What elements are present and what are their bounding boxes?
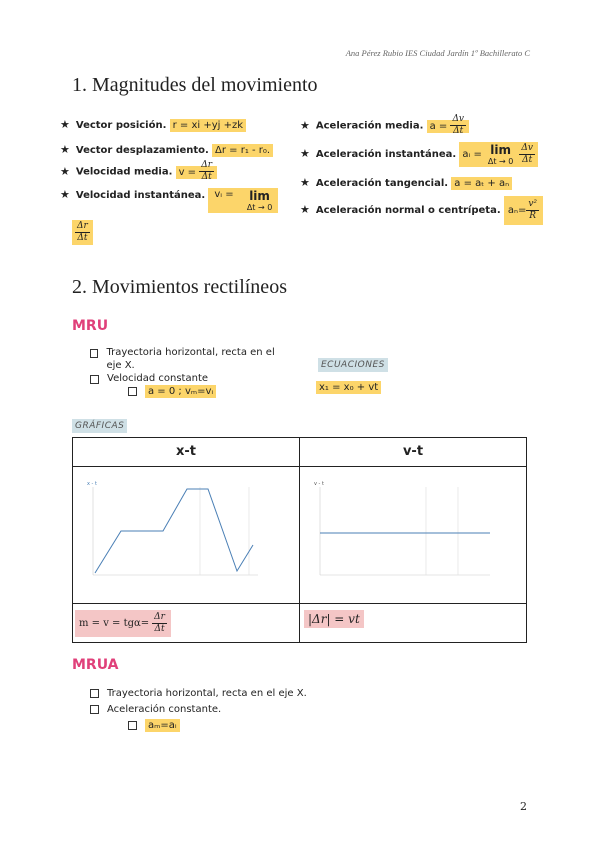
chart-xt-title: x - t xyxy=(87,481,97,487)
star-icon: ★ xyxy=(300,176,310,189)
item-aceleracion-media: ★ Aceleración media. a = $\frac{\Delta v}{\Delta t}$ xyxy=(300,114,469,137)
formula: a = aₜ + aₙ xyxy=(451,177,512,190)
checkbox-icon xyxy=(128,387,137,396)
col-header-vt: v-t xyxy=(300,438,527,467)
section-title-2: 2. Movimientos rectilíneos xyxy=(72,276,287,298)
ecuacion: x₁ = x₀ + vt xyxy=(316,381,381,394)
mrua-list: Trayectoria horizontal, recta en el eje X. Aceleración constante. aₘ=aᵢ xyxy=(90,686,307,734)
formula: a = $\frac{\Delta v}{\Delta t}$ xyxy=(427,120,469,133)
item-aceleracion-tangencial: ★ Aceleración tangencial. a = aₜ + aₙ xyxy=(300,176,512,189)
checkbox-icon xyxy=(90,705,99,714)
formula: r = xi +yj +zk xyxy=(170,119,246,132)
mrua-title: MRUA xyxy=(72,657,119,673)
item-vector-posicion: ★ Vector posición. r = xi +yj +zk xyxy=(60,118,246,131)
item-aceleracion-normal: ★ Aceleración normal o centrípeta. aₙ= $\frac{\text{v²}}{R}$ xyxy=(300,196,543,225)
page-number: 2 xyxy=(520,800,527,813)
formula: Δr = r₁ - r₀. xyxy=(212,144,273,157)
graficas-tag: GRÁFICAS xyxy=(72,419,127,433)
graphs-table xyxy=(72,437,527,643)
star-icon: ★ xyxy=(300,118,310,132)
formula-cell-2 xyxy=(300,604,527,643)
checkbox-icon xyxy=(90,375,99,384)
chart-xt-cell xyxy=(73,467,300,604)
checkbox-icon xyxy=(90,349,98,358)
formula: vᵢ = lim Δt → 0 xyxy=(208,188,278,213)
formula-displacement: |Δr| = vt xyxy=(304,610,364,628)
checkbox-icon xyxy=(90,689,99,698)
chart-vt-cell xyxy=(300,467,527,604)
formula: v = $\frac{\Delta r}{\Delta t}$ xyxy=(176,166,217,179)
mru-title: MRU xyxy=(72,318,109,334)
formula: aₙ= $\frac{\text{v²}}{R}$ xyxy=(504,196,543,225)
checkbox-icon xyxy=(128,721,137,730)
chart-vt xyxy=(300,467,526,599)
chart-xt xyxy=(73,467,299,599)
section-title-1: 1. Magnitudes del movimiento xyxy=(72,74,318,96)
star-icon: ★ xyxy=(300,203,310,216)
mru-list: Trayectoria horizontal, recta en el eje X. Velocidad constante a = 0 ; vₘ=vᵢ xyxy=(90,346,290,398)
item-velocidad-media: ★ Velocidad media. v = $\frac{\Delta r}{\Delta t}$ xyxy=(60,160,217,183)
col-header-xt: x-t xyxy=(73,438,300,467)
formula-slope: m = v = tgα= $\frac{\Delta r}{\Delta t}$ xyxy=(75,610,171,637)
star-icon: ★ xyxy=(60,143,70,156)
star-icon: ★ xyxy=(60,188,70,201)
formula: aᵢ = lim Δt → 0 $\frac{\Delta v}{\Delta t}$ xyxy=(459,142,538,167)
page-header: Ana Pérez Rubio IES Ciudad Jardín 1º Bachillerato C xyxy=(345,48,530,58)
star-icon: ★ xyxy=(60,164,70,178)
item-aceleracion-instantanea: ★ Aceleración instantánea. aᵢ = lim Δt → 0 $\frac{\Delta v}{\Delta t}$ xyxy=(300,142,538,167)
formula-cell-1 xyxy=(73,604,300,643)
star-icon: ★ xyxy=(300,147,310,160)
xt-line xyxy=(95,489,253,573)
ecuaciones-tag: ECUACIONES xyxy=(318,358,388,372)
item-vector-desplazamiento: ★ Vector desplazamiento. Δr = r₁ - r₀. xyxy=(60,143,273,156)
item-velocidad-instantanea: ★ Velocidad instantánea. vᵢ = lim Δt → 0 xyxy=(60,188,278,213)
formula-fraction: $\frac{\Delta r}{\Delta t}$ xyxy=(72,220,93,245)
chart-vt-title: v - t xyxy=(314,481,324,487)
star-icon: ★ xyxy=(60,118,70,131)
